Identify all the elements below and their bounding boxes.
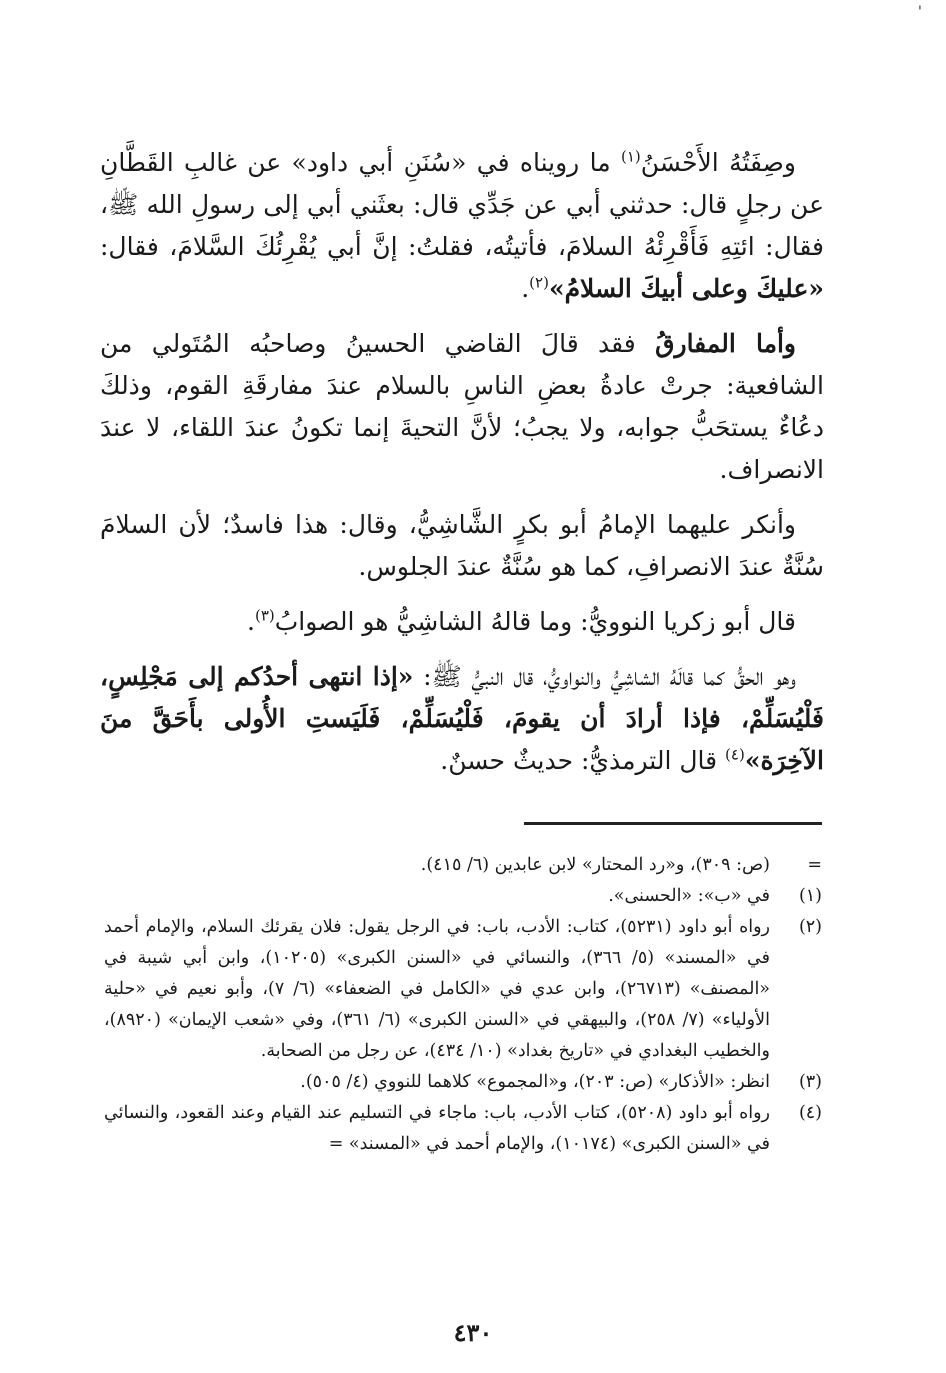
footnote-ref-1[interactable]: (١) — [620, 147, 641, 166]
paragraph-end: . — [521, 274, 530, 303]
paragraph-end: . — [247, 607, 255, 636]
paragraph-4 — [100, 601, 824, 643]
footnote-1 — [104, 881, 822, 912]
footnote-text: انظر: «الأذكار» (ص: ٢٠٣)، و«المجموع» كلاهما للنووي (٤/ ٥٠٥). — [300, 1072, 770, 1092]
hadith-quote: «عليكَ وعلى أبيكَ السلامُ» — [548, 274, 824, 303]
paragraph-text: فقد قالَ القاضي الحسينُ وصاحبُه المُتَولي من الشافعية: جرتْ عادةُ بعضِ الناسِ بالسلام عندَ مفارقَةِ القوم، وذلكَ دعُاءٌ يستحَبُّ جوابه، ولا يجبُ؛ لأنَّ التحيةَ إنما تكونُ عندَ اللقاء، لا عندَ الانصراف. — [100, 329, 824, 484]
section-heading: وأما المفارقُ — [655, 329, 796, 358]
footnotes — [104, 850, 822, 1160]
footnote-ref-4[interactable]: (٤) — [725, 745, 745, 764]
footnote-number: (٤) — [798, 1103, 822, 1123]
paragraph-text: وأنكر عليهما الإمامُ أبو بكرٍ الشَّاشِيُّ، وقال: هذا فاسدٌ؛ لأن السلامَ سُنَّةٌ عندَ الانصرافِ، كما هو سُنَّةٌ عندَ الجلوس. — [100, 510, 824, 581]
footnote-number: (١) — [798, 886, 822, 906]
footnote-number: (٢) — [798, 917, 822, 937]
footnote-text: (ص: ٣٠٩)، و«رد المحتار» لابن عابدين (٦/ ٤١٥). — [420, 855, 770, 875]
footnote-divider — [524, 822, 822, 825]
page-number: ٤٣٠ — [453, 1318, 493, 1347]
footnote-3 — [104, 1067, 822, 1098]
footnote-ref-3[interactable]: (٣) — [254, 606, 275, 625]
paragraph-3 — [100, 504, 824, 588]
footnote-continued — [104, 850, 822, 881]
paragraph-text: قال الترمذيُّ: حديثٌ حسنٌ. — [440, 746, 726, 775]
paragraph-text: قال أبو زكريا النوويُّ: وما قالهُ الشاشِيُّ هو الصوابُ — [274, 607, 796, 636]
paragraph-text: وصِفَتُهُ الأَحْسَنُ — [640, 148, 796, 177]
corner-mark: ' — [918, 4, 922, 20]
footnote-text: رواه أبو داود (٥٢٣١)، كتاب: الأدب، باب: في الرجل يقول: فلان يقرئك السلام، والإمام أحمد في «المسند» (٥/ ٣٦٦)، والنسائي في «السنن الكبرى» (١٠٢٠٥)، وابن أبي شيبة في «المصنف» (٢٦٧١٣)، وابن عدي في «الكامل في الضعفاء» (٦/ ٧)، وأبو نعيم في «حلية الأولياء» (٧/ ٢٥٨)، والبيهقي في «السنن الكبرى» (٦/ ٣٦١)، وفي «شعب الإيمان» (٨٩٢٠)، والخطيب البغدادي في «تاريخ بغداد» (١٠/ ٤٣٤)، عن رجل من الصحابة. — [104, 917, 771, 1061]
footnote-2 — [104, 912, 822, 1067]
paragraph-text: وهو الحقُّ كما قالَهُ الشاشِيُّ والنواويُّ، قال النبيُّ ﷺ: — [413, 662, 796, 691]
footnote-number: = — [807, 855, 822, 875]
main-text — [100, 142, 824, 795]
footnote-4 — [104, 1098, 822, 1160]
hadith-quote: «إذا انتهى أحدُكم إلى مَجْلِسٍ، فَلْيُسَلِّمْ، فإذا أرادَ أن يقومَ، فَلْيُسَلِّمْ، فَلَيَستِ الأُولى بأَحَقَّ منَ الآخِرَة» — [100, 662, 824, 775]
paragraph-text: ما رويناه في «سُنَنِ أبي داود» عن غالبِ القَطَّانِ عن رجلٍ قال: حدثني أبي عن جَدِّي قال: بعثَني أبي إلى رسولِ الله ﷺ، فقال: ائتِهِ فَأَقْرِئْهُ السلامَ، فأتيتُه، فقلتُ: إنَّ أبي يُقْرِئُكَ السَّلامَ، فقال: — [100, 148, 824, 261]
paragraph-2 — [100, 323, 824, 491]
footnote-text: رواه أبو داود (٥٢٠٨)، كتاب الأدب، باب: ماجاء في التسليم عند القيام وعند القعود، والنسائي في «السنن الكبرى» (١٠١٧٤)، والإمام أحمد في «المسند» = — [104, 1103, 770, 1154]
paragraph-1 — [100, 142, 824, 310]
paragraph-5 — [100, 656, 824, 782]
footnote-number: (٣) — [798, 1072, 822, 1092]
footnote-text: في «ب»: «الحسنى». — [608, 886, 770, 906]
footnote-ref-2[interactable]: (٢) — [529, 273, 549, 292]
